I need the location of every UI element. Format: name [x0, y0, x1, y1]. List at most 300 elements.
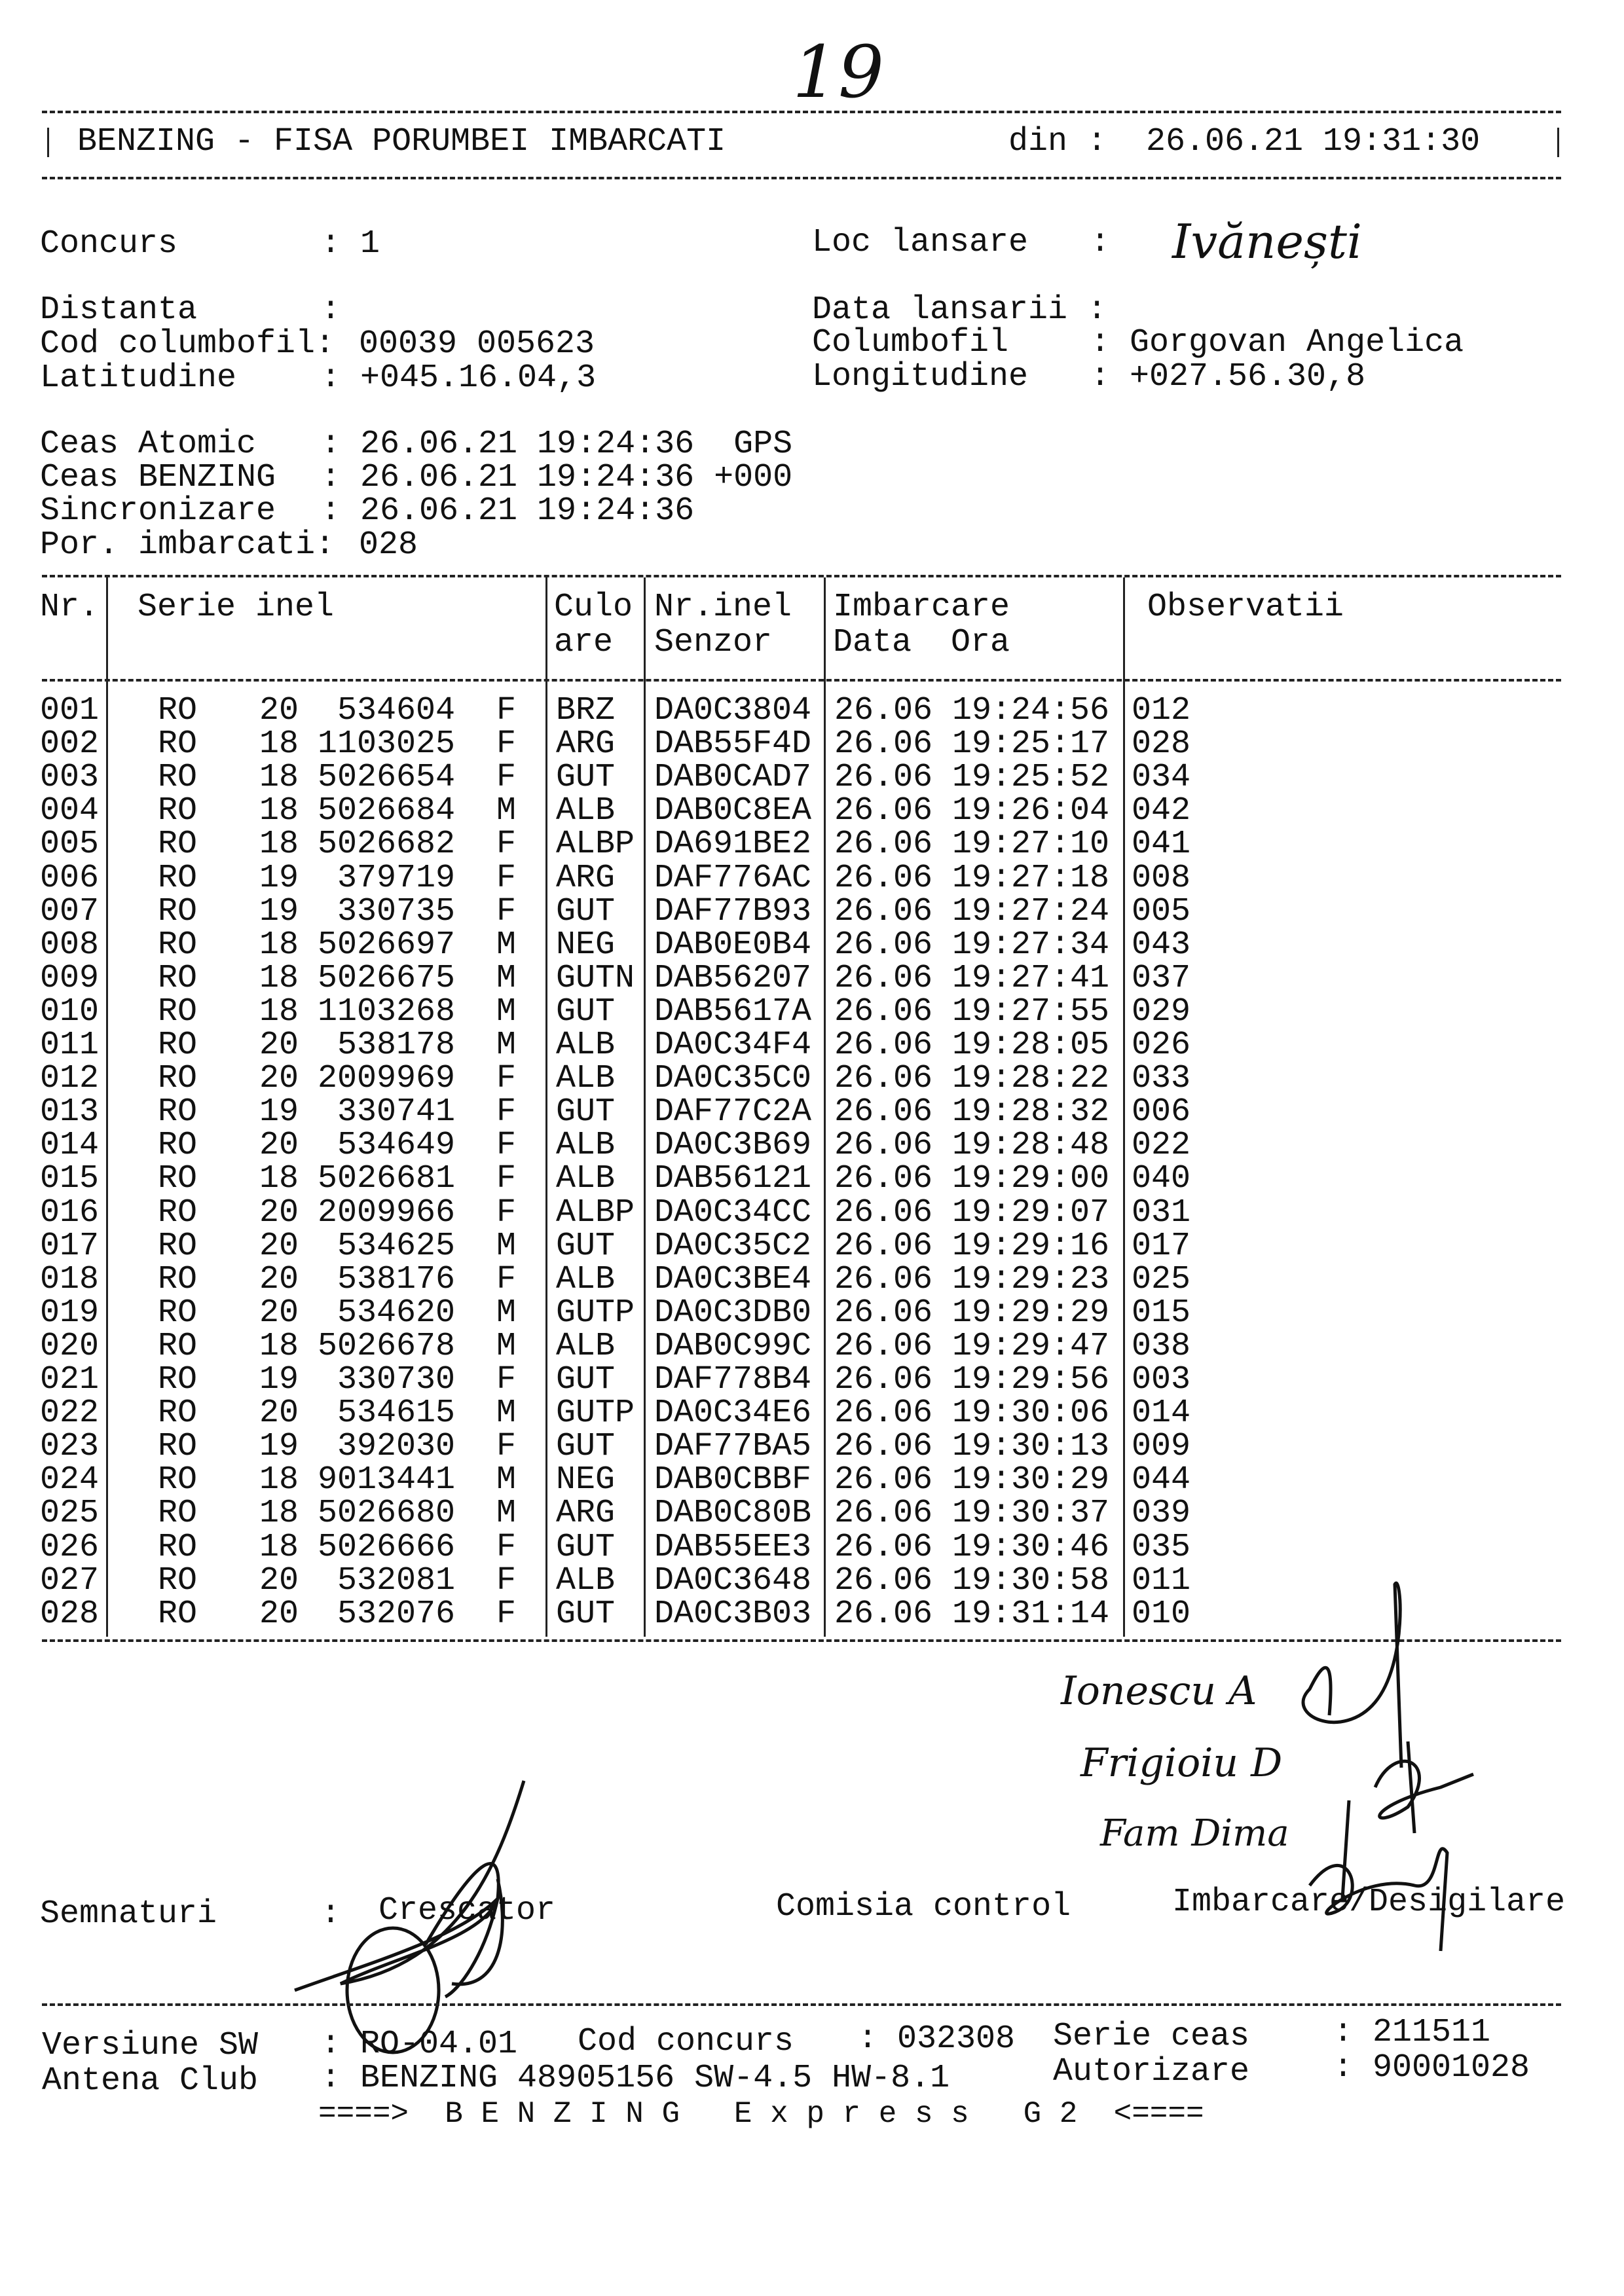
- cell-observatii: 017: [1132, 1227, 1191, 1265]
- cell-date: 26.06: [834, 1060, 933, 1098]
- cell-sex: F: [496, 725, 517, 763]
- cell-time: 19:30:58: [952, 1561, 1110, 1599]
- cell-date: 26.06: [834, 1127, 933, 1165]
- cell-date: 26.06: [834, 1260, 933, 1298]
- imbarcare-desigilare-label: Imbarcare/Desigilare: [1172, 1884, 1566, 1921]
- cell-observatii: 012: [1132, 692, 1191, 729]
- cell-time: 19:29:16: [952, 1227, 1110, 1265]
- comisia-control-label: Comisia control: [776, 1888, 1071, 1925]
- cell-time: 19:28:32: [952, 1093, 1110, 1131]
- cell-observatii: 025: [1132, 1260, 1191, 1298]
- cell-year: 18: [259, 792, 299, 830]
- header-serie-inel: Serie inel: [138, 589, 335, 626]
- cell-observatii: 010: [1132, 1595, 1191, 1633]
- cell-observatii: 029: [1132, 993, 1191, 1030]
- cell-sensor: DAB0C99C: [654, 1327, 812, 1365]
- cell-date: 26.06: [834, 1294, 933, 1332]
- cell-year: 20: [259, 1227, 299, 1265]
- cell-color: GUT: [556, 1227, 616, 1265]
- columbofil-value: : Gorgovan Angelica: [1090, 324, 1464, 361]
- cell-date: 26.06: [834, 1194, 933, 1231]
- cell-country: RO: [158, 1227, 198, 1265]
- ceas-benzing-label: Ceas BENZING: [40, 459, 276, 496]
- cell-sensor: DA0C34E6: [654, 1394, 812, 1432]
- cell-time: 19:28:22: [952, 1060, 1110, 1098]
- cell-observatii: 006: [1132, 1093, 1191, 1131]
- semnaturi-sep: :: [321, 1895, 341, 1933]
- cell-observatii: 003: [1132, 1361, 1191, 1398]
- cell-observatii: 042: [1132, 792, 1191, 830]
- cell-country: RO: [158, 926, 198, 964]
- cell-year: 19: [259, 859, 299, 897]
- cell-date: 26.06: [834, 993, 933, 1030]
- cell-country: RO: [158, 959, 198, 997]
- cell-time: 19:26:04: [952, 792, 1110, 830]
- data-lansarii-label: Data lansarii :: [812, 291, 1107, 329]
- din-label: din :: [1008, 123, 1107, 160]
- cell-country: RO: [158, 1127, 198, 1165]
- cell-sensor: DAB0CAD7: [654, 759, 812, 797]
- cell-country: RO: [158, 1060, 198, 1098]
- crescator-label: Crescator: [378, 1892, 556, 1929]
- cell-ring-number: 5026680: [317, 1495, 455, 1533]
- cell-time: 19:25:17: [952, 725, 1110, 763]
- cell-time: 19:25:52: [952, 759, 1110, 797]
- cod-concurs-label: Cod concurs: [578, 2023, 794, 2060]
- cell-nr: 002: [40, 725, 100, 763]
- cell-time: 19:27:24: [952, 892, 1110, 930]
- sincronizare-value: : 26.06.21 19:24:36: [321, 492, 695, 530]
- cell-color: GUTP: [556, 1294, 635, 1332]
- cell-sensor: DA0C3B69: [654, 1127, 812, 1165]
- cell-nr: 025: [40, 1495, 100, 1533]
- cell-sensor: DA0C3804: [654, 692, 812, 729]
- cell-country: RO: [158, 1027, 198, 1064]
- cell-color: NEG: [556, 1461, 616, 1499]
- autorizare-label: Autorizare: [1053, 2053, 1250, 2090]
- serie-ceas-value: : 211511: [1333, 2014, 1491, 2051]
- cell-sex: F: [496, 1428, 517, 1466]
- cell-country: RO: [158, 1461, 198, 1499]
- cell-color: ARG: [556, 725, 616, 763]
- cell-sex: F: [496, 1093, 517, 1131]
- cell-ring-number: 5026654: [317, 759, 455, 797]
- cell-color: GUT: [556, 993, 616, 1030]
- cell-sensor: DAB5617A: [654, 993, 812, 1030]
- cell-country: RO: [158, 1495, 198, 1533]
- cell-ring-number: 330735: [337, 892, 455, 930]
- cell-observatii: 022: [1132, 1127, 1191, 1165]
- cell-year: 18: [259, 1461, 299, 1499]
- cell-time: 19:30:13: [952, 1428, 1110, 1466]
- cell-nr: 007: [40, 892, 100, 930]
- cell-color: ALB: [556, 1027, 616, 1064]
- divider: [42, 2003, 1561, 2006]
- cell-sensor: DA0C3648: [654, 1561, 812, 1599]
- ceas-atomic-label: Ceas Atomic: [40, 426, 257, 463]
- cell-nr: 027: [40, 1561, 100, 1599]
- cell-date: 26.06: [834, 1528, 933, 1566]
- cell-year: 18: [259, 1495, 299, 1533]
- cell-time: 19:28:48: [952, 1127, 1110, 1165]
- cell-observatii: 015: [1132, 1294, 1191, 1332]
- cell-observatii: 031: [1132, 1194, 1191, 1231]
- cell-observatii: 026: [1132, 1027, 1191, 1064]
- cell-year: 20: [259, 1194, 299, 1231]
- longitudine-label: Longitudine: [812, 358, 1029, 395]
- cell-sensor: DA0C35C0: [654, 1060, 812, 1098]
- cell-ring-number: 5026697: [317, 926, 455, 964]
- cell-date: 26.06: [834, 892, 933, 930]
- cell-nr: 004: [40, 792, 100, 830]
- cell-color: BRZ: [556, 692, 616, 729]
- cell-sensor: DA0C34F4: [654, 1027, 812, 1064]
- cell-color: ALBP: [556, 1194, 635, 1231]
- cell-country: RO: [158, 1294, 198, 1332]
- cell-time: 19:27:55: [952, 993, 1110, 1030]
- cell-sensor: DA0C34CC: [654, 1194, 812, 1231]
- cell-country: RO: [158, 1561, 198, 1599]
- cell-nr: 018: [40, 1260, 100, 1298]
- cell-date: 26.06: [834, 1361, 933, 1398]
- cell-observatii: 033: [1132, 1060, 1191, 1098]
- header-nr: Nr.: [40, 589, 100, 626]
- cell-color: ALB: [556, 792, 616, 830]
- cell-sensor: DAF77C2A: [654, 1093, 812, 1131]
- cell-sex: F: [496, 1160, 517, 1198]
- cell-sex: M: [496, 1461, 517, 1499]
- cell-color: ALB: [556, 1561, 616, 1599]
- cell-sex: M: [496, 792, 517, 830]
- cell-sex: F: [496, 759, 517, 797]
- cell-time: 19:27:10: [952, 826, 1110, 864]
- cell-sex: M: [496, 1394, 517, 1432]
- cell-time: 19:28:05: [952, 1027, 1110, 1064]
- cell-country: RO: [158, 692, 198, 729]
- cell-observatii: 008: [1132, 859, 1191, 897]
- cell-year: 20: [259, 1561, 299, 1599]
- cell-color: ARG: [556, 1495, 616, 1533]
- cell-observatii: 005: [1132, 892, 1191, 930]
- handwritten-name: Ionescu A: [1061, 1668, 1257, 1714]
- semnaturi-label: Semnaturi: [40, 1895, 217, 1933]
- cell-sensor: DA0C35C2: [654, 1227, 812, 1265]
- loc-lansare-value: Ivănești: [1172, 214, 1362, 269]
- cell-sensor: DAB0CBBF: [654, 1461, 812, 1499]
- cell-nr: 009: [40, 959, 100, 997]
- cell-date: 26.06: [834, 959, 933, 997]
- cell-date: 26.06: [834, 1327, 933, 1365]
- header-culoare-2: are: [554, 624, 614, 661]
- distanta-value: :: [321, 291, 341, 329]
- cell-date: 26.06: [834, 1394, 933, 1432]
- cell-country: RO: [158, 1428, 198, 1466]
- cell-ring-number: 392030: [337, 1428, 455, 1466]
- cell-sex: F: [496, 859, 517, 897]
- cod-columbofil-label: Cod columbofil:: [40, 325, 335, 363]
- cell-sensor: DA0C3BE4: [654, 1260, 812, 1298]
- cell-year: 19: [259, 1428, 299, 1466]
- antena-club-value: : BENZING 48905156 SW-4.5 HW-8.1: [321, 2060, 950, 2097]
- cell-sex: M: [496, 993, 517, 1030]
- cell-nr: 028: [40, 1595, 100, 1633]
- cell-sex: M: [496, 1327, 517, 1365]
- porumbei-imbarcati-label: Por. imbarcati:: [40, 526, 335, 564]
- cell-time: 19:31:14: [952, 1595, 1110, 1633]
- cell-time: 19:29:56: [952, 1361, 1110, 1398]
- cell-year: 20: [259, 1127, 299, 1165]
- cell-sex: F: [496, 1595, 517, 1633]
- cell-ring-number: 5026682: [317, 826, 455, 864]
- cell-observatii: 034: [1132, 759, 1191, 797]
- cell-time: 19:30:37: [952, 1495, 1110, 1533]
- cell-ring-number: 1103025: [317, 725, 455, 763]
- cell-year: 20: [259, 1394, 299, 1432]
- ceas-atomic-value: : 26.06.21 19:24:36 GPS: [321, 426, 793, 463]
- cell-date: 26.06: [834, 1093, 933, 1131]
- cell-time: 19:27:34: [952, 926, 1110, 964]
- cell-date: 26.06: [834, 859, 933, 897]
- document-title: BENZING - FISA PORUMBEI IMBARCATI: [77, 123, 726, 160]
- cell-ring-number: 532081: [337, 1561, 455, 1599]
- cell-country: RO: [158, 1595, 198, 1633]
- cell-observatii: 039: [1132, 1495, 1191, 1533]
- distanta-label: Distanta: [40, 291, 198, 329]
- cell-color: GUT: [556, 1528, 616, 1566]
- cell-sensor: DA0C3DB0: [654, 1294, 812, 1332]
- cell-year: 20: [259, 1027, 299, 1064]
- cell-time: 19:24:56: [952, 692, 1110, 729]
- handwritten-page-number: 19: [792, 30, 884, 114]
- handwritten-name: Fam Dima: [1100, 1812, 1289, 1855]
- cell-sensor: DAB56207: [654, 959, 812, 997]
- cell-year: 18: [259, 993, 299, 1030]
- cell-nr: 020: [40, 1327, 100, 1365]
- cell-sensor: DAF776AC: [654, 859, 812, 897]
- header-senzor: Senzor: [654, 624, 773, 661]
- cell-observatii: 014: [1132, 1394, 1191, 1432]
- cell-time: 19:29:29: [952, 1294, 1110, 1332]
- cell-country: RO: [158, 826, 198, 864]
- loc-lansare-label: Loc lansare: [812, 224, 1029, 261]
- cell-year: 18: [259, 926, 299, 964]
- cell-observatii: 038: [1132, 1327, 1191, 1365]
- cell-sensor: DAB56121: [654, 1160, 812, 1198]
- handwritten-name: Frigioiu D: [1080, 1740, 1283, 1786]
- cell-date: 26.06: [834, 1561, 933, 1599]
- cell-country: RO: [158, 725, 198, 763]
- cell-year: 18: [259, 959, 299, 997]
- cell-ring-number: 534615: [337, 1394, 455, 1432]
- cell-color: ALB: [556, 1260, 616, 1298]
- cell-date: 26.06: [834, 759, 933, 797]
- cell-sex: F: [496, 1127, 517, 1165]
- cell-nr: 010: [40, 993, 100, 1030]
- cell-sensor: DAF77B93: [654, 892, 812, 930]
- cell-sex: M: [496, 1227, 517, 1265]
- cell-year: 18: [259, 759, 299, 797]
- cell-ring-number: 2009969: [317, 1060, 455, 1098]
- antena-club-label: Antena Club: [42, 2062, 259, 2100]
- cell-observatii: 040: [1132, 1160, 1191, 1198]
- cell-country: RO: [158, 892, 198, 930]
- cell-nr: 012: [40, 1060, 100, 1098]
- cell-sex: F: [496, 692, 517, 729]
- cell-time: 19:29:47: [952, 1327, 1110, 1365]
- cell-ring-number: 5026666: [317, 1528, 455, 1566]
- cell-ring-number: 5026684: [317, 792, 455, 830]
- benzing-express-banner: ====> B E N Z I N G E x p r e s s G 2 <====: [318, 2097, 1204, 2131]
- cell-sex: F: [496, 1260, 517, 1298]
- cell-sex: M: [496, 1294, 517, 1332]
- cell-time: 19:29:00: [952, 1160, 1110, 1198]
- cell-nr: 003: [40, 759, 100, 797]
- cell-nr: 019: [40, 1294, 100, 1332]
- latitudine-label: Latitudine: [40, 359, 237, 397]
- cell-sex: M: [496, 959, 517, 997]
- cell-nr: 014: [40, 1127, 100, 1165]
- cell-observatii: 009: [1132, 1428, 1191, 1466]
- cell-sex: F: [496, 1060, 517, 1098]
- cell-year: 20: [259, 692, 299, 729]
- cell-nr: 022: [40, 1394, 100, 1432]
- header-imbarcare: Imbarcare: [833, 589, 1010, 626]
- cell-country: RO: [158, 1528, 198, 1566]
- cell-nr: 013: [40, 1093, 100, 1131]
- autorizare-value: : 90001028: [1333, 2049, 1530, 2086]
- cell-nr: 017: [40, 1227, 100, 1265]
- serie-ceas-label: Serie ceas: [1053, 2018, 1250, 2055]
- cell-date: 26.06: [834, 1160, 933, 1198]
- cell-nr: 006: [40, 859, 100, 897]
- loc-lansare-sep: :: [1090, 224, 1111, 261]
- ceas-benzing-value: : 26.06.21 19:24:36 +000: [321, 459, 793, 496]
- cell-country: RO: [158, 1260, 198, 1298]
- cell-color: GUT: [556, 892, 616, 930]
- cell-sensor: DA0C3B03: [654, 1595, 812, 1633]
- cell-color: GUTN: [556, 959, 635, 997]
- din-value: 26.06.21 19:31:30: [1146, 123, 1481, 160]
- cell-sensor: DAB0C8EA: [654, 792, 812, 830]
- cell-nr: 024: [40, 1461, 100, 1499]
- cell-time: 19:30:29: [952, 1461, 1110, 1499]
- cell-sensor: DAF77BA5: [654, 1428, 812, 1466]
- cell-year: 18: [259, 826, 299, 864]
- header-culoare: Culo: [554, 589, 633, 626]
- cell-country: RO: [158, 1160, 198, 1198]
- cell-date: 26.06: [834, 1227, 933, 1265]
- cell-ring-number: 330741: [337, 1093, 455, 1131]
- cell-ring-number: 1103268: [317, 993, 455, 1030]
- cell-sensor: DAB0E0B4: [654, 926, 812, 964]
- cell-sensor: DA691BE2: [654, 826, 812, 864]
- cell-sensor: DAB55EE3: [654, 1528, 812, 1566]
- cell-year: 20: [259, 1260, 299, 1298]
- cell-ring-number: 379719: [337, 859, 455, 897]
- cell-date: 26.06: [834, 692, 933, 729]
- cell-sex: F: [496, 826, 517, 864]
- concurs-value: : 1: [321, 225, 380, 263]
- cell-observatii: 043: [1132, 926, 1191, 964]
- cell-date: 26.06: [834, 1461, 933, 1499]
- cell-country: RO: [158, 1394, 198, 1432]
- cell-sex: F: [496, 1194, 517, 1231]
- cell-country: RO: [158, 1194, 198, 1231]
- cell-year: 20: [259, 1595, 299, 1633]
- cell-ring-number: 5026675: [317, 959, 455, 997]
- cell-year: 20: [259, 1294, 299, 1332]
- cell-observatii: 041: [1132, 826, 1191, 864]
- cell-year: 18: [259, 1160, 299, 1198]
- cell-ring-number: 532076: [337, 1595, 455, 1633]
- cell-year: 18: [259, 1327, 299, 1365]
- cell-nr: 026: [40, 1528, 100, 1566]
- cell-sensor: DAB0C80B: [654, 1495, 812, 1533]
- cell-color: ALB: [556, 1060, 616, 1098]
- cell-date: 26.06: [834, 1428, 933, 1466]
- cell-observatii: 044: [1132, 1461, 1191, 1499]
- cell-ring-number: 5026681: [317, 1160, 455, 1198]
- cell-country: RO: [158, 1327, 198, 1365]
- cell-sex: M: [496, 1495, 517, 1533]
- cell-date: 26.06: [834, 1495, 933, 1533]
- cell-year: 18: [259, 1528, 299, 1566]
- cell-ring-number: 534649: [337, 1127, 455, 1165]
- concurs-label: Concurs: [40, 225, 178, 263]
- cell-color: GUT: [556, 1093, 616, 1131]
- cell-color: NEG: [556, 926, 616, 964]
- versiune-sw-label: Versiune SW: [42, 2027, 259, 2064]
- header-data-ora: Data Ora: [833, 624, 1010, 661]
- cell-color: GUTP: [556, 1394, 635, 1432]
- cell-ring-number: 330730: [337, 1361, 455, 1398]
- cell-time: 19:30:46: [952, 1528, 1110, 1566]
- cell-nr: 008: [40, 926, 100, 964]
- cell-nr: 011: [40, 1027, 100, 1064]
- longitudine-value: : +027.56.30,8: [1090, 358, 1366, 395]
- cell-ring-number: 534620: [337, 1294, 455, 1332]
- latitudine-value: : +045.16.04,3: [321, 359, 597, 397]
- cell-nr: 015: [40, 1160, 100, 1198]
- cod-columbofil-value: 00039 005623: [359, 325, 595, 363]
- cell-color: ALB: [556, 1127, 616, 1165]
- cell-time: 19:29:23: [952, 1260, 1110, 1298]
- cell-color: GUT: [556, 1595, 616, 1633]
- cell-country: RO: [158, 859, 198, 897]
- cell-nr: 005: [40, 826, 100, 864]
- porumbei-imbarcati-value: 028: [359, 526, 418, 564]
- columbofil-label: Columbofil: [812, 324, 1009, 361]
- cell-observatii: 028: [1132, 725, 1191, 763]
- cell-date: 26.06: [834, 826, 933, 864]
- cell-year: 19: [259, 1361, 299, 1398]
- cell-date: 26.06: [834, 926, 933, 964]
- cell-sex: M: [496, 1027, 517, 1064]
- cell-color: GUT: [556, 1428, 616, 1466]
- cell-ring-number: 538176: [337, 1260, 455, 1298]
- cell-time: 19:29:07: [952, 1194, 1110, 1231]
- cell-color: GUT: [556, 759, 616, 797]
- cell-year: 18: [259, 725, 299, 763]
- cell-ring-number: 538178: [337, 1027, 455, 1064]
- sincronizare-label: Sincronizare: [40, 492, 276, 530]
- header-nr-inel: Nr.inel: [654, 589, 792, 626]
- cell-country: RO: [158, 792, 198, 830]
- cell-nr: 021: [40, 1361, 100, 1398]
- cod-concurs-value: : 032308: [858, 2020, 1016, 2058]
- cell-color: ARG: [556, 859, 616, 897]
- cell-nr: 016: [40, 1194, 100, 1231]
